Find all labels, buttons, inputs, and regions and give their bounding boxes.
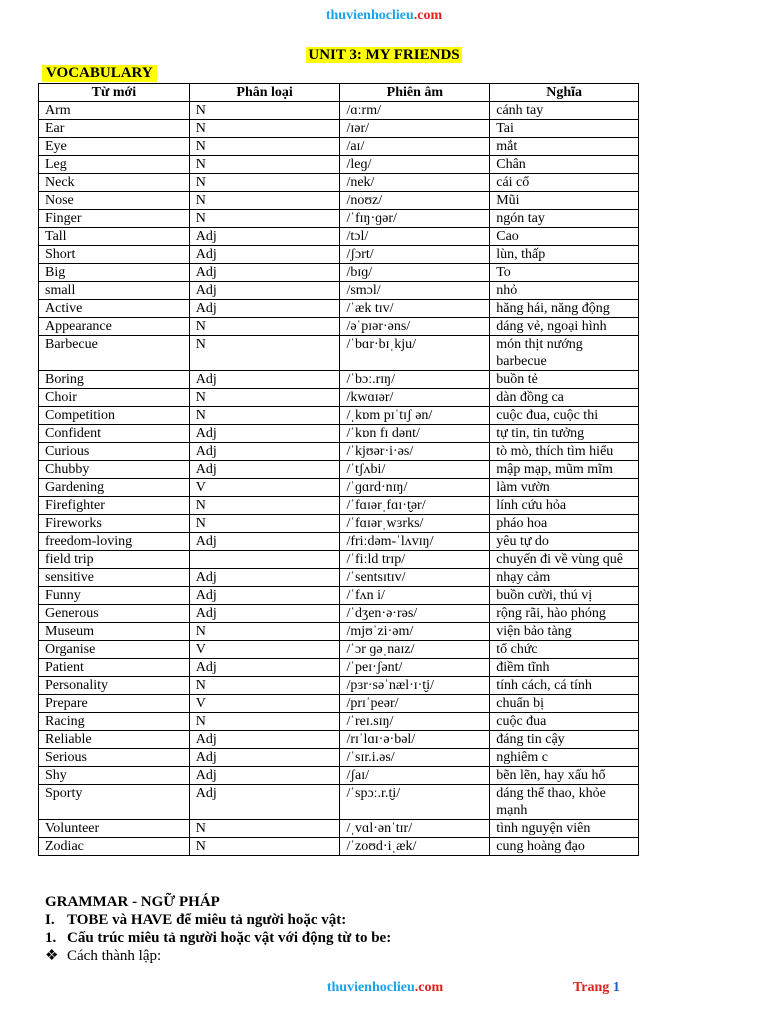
- cell-meaning: cái cổ: [490, 174, 639, 192]
- cell-pronunciation: /smɔl/: [340, 282, 490, 300]
- cell-pronunciation: /ɪər/: [340, 120, 490, 138]
- cell-meaning: pháo hoa: [490, 515, 639, 533]
- cell-pronunciation: /kwɑɪər/: [340, 389, 490, 407]
- table-row: [39, 713, 639, 731]
- cell-pronunciation: /ˈkjʊər·i·əs/: [340, 443, 490, 461]
- table-row: [39, 479, 639, 497]
- column-header: Từ mới: [39, 84, 190, 102]
- cell-word-class: N: [189, 336, 340, 371]
- cell-meaning: tình nguyện viên: [490, 820, 639, 838]
- site-tld: .com: [413, 8, 443, 23]
- cell-meaning: dáng thể thao, khỏe mạnh: [490, 785, 639, 820]
- cell-pronunciation: /ʃaɪ/: [340, 767, 490, 785]
- table-row: [39, 533, 639, 551]
- site-header: [0, 8, 768, 24]
- grammar-subitem-1-text: Cấu trúc miêu tả người hoặc vật với động từ to be:: [67, 930, 392, 946]
- cell-word-class: N: [189, 192, 340, 210]
- cell-meaning: hăng hái, năng động: [490, 300, 639, 318]
- page-number-value: 1: [612, 980, 620, 995]
- cell-word: Active: [39, 300, 190, 318]
- cell-word: freedom-loving: [39, 533, 190, 551]
- cell-word-class: N: [189, 713, 340, 731]
- cell-word: Fireworks: [39, 515, 190, 533]
- cell-pronunciation: /friːdəm-ˈlʌvɪŋ/: [340, 533, 490, 551]
- cell-pronunciation: /ʃɔrt/: [340, 246, 490, 264]
- cell-pronunciation: /nek/: [340, 174, 490, 192]
- cell-word: Shy: [39, 767, 190, 785]
- cell-word-class: Adj: [189, 264, 340, 282]
- cell-pronunciation: /ˈsentsɪtɪv/: [340, 569, 490, 587]
- cell-word: Prepare: [39, 695, 190, 713]
- table-row: [39, 282, 639, 300]
- cell-pronunciation: /ˈfʌn i/: [340, 587, 490, 605]
- grammar-subitem-1: [45, 929, 391, 947]
- cell-word: Museum: [39, 623, 190, 641]
- cell-pronunciation: /ˈspɔː.r.t̬i/: [340, 785, 490, 820]
- grammar-item-1-text: TOBE và HAVE để miêu tả người hoặc vật:: [67, 912, 347, 928]
- cell-pronunciation: /ˈpeɪ·ʃənt/: [340, 659, 490, 677]
- grammar-subitem-1-number: 1.: [45, 930, 57, 946]
- cell-meaning: Tai: [490, 120, 639, 138]
- table-row: [39, 138, 639, 156]
- cell-pronunciation: /ˌvɑl·ənˈtɪr/: [340, 820, 490, 838]
- cell-pronunciation: /ˈɔr ɡəˌnaɪz/: [340, 641, 490, 659]
- table-row: [39, 767, 639, 785]
- cell-word: Patient: [39, 659, 190, 677]
- table-row: [39, 300, 639, 318]
- cell-word: Appearance: [39, 318, 190, 336]
- cell-word: Leg: [39, 156, 190, 174]
- cell-meaning: Mũi: [490, 192, 639, 210]
- cell-word: Choir: [39, 389, 190, 407]
- cell-word-class: N: [189, 174, 340, 192]
- cell-meaning: chuyến đi về vùng quê: [490, 551, 639, 569]
- cell-word-class: N: [189, 318, 340, 336]
- cell-meaning: bẽn lẽn, hay xấu hổ: [490, 767, 639, 785]
- cell-meaning: Chân: [490, 156, 639, 174]
- table-row: [39, 264, 639, 282]
- column-header: Phân loại: [189, 84, 340, 102]
- unit-title: [0, 47, 768, 64]
- cell-word-class: N: [189, 677, 340, 695]
- cell-pronunciation: /ˈkɒn fɪ dənt/: [340, 425, 490, 443]
- cell-meaning: cuộc đua: [490, 713, 639, 731]
- cell-pronunciation: /ˈsɪr.i.əs/: [340, 749, 490, 767]
- table-row: [39, 120, 639, 138]
- table-row: [39, 641, 639, 659]
- table-row: [39, 336, 639, 371]
- cell-meaning: tính cách, cá tính: [490, 677, 639, 695]
- cell-meaning: nghiêm c: [490, 749, 639, 767]
- cell-word-class: V: [189, 695, 340, 713]
- cell-word: Serious: [39, 749, 190, 767]
- cell-word: Barbecue: [39, 336, 190, 371]
- cell-pronunciation: /ɑːrm/: [340, 102, 490, 120]
- cell-word-class: N: [189, 838, 340, 856]
- cell-pronunciation: /aɪ/: [340, 138, 490, 156]
- vocabulary-label: VOCABULARY: [42, 65, 157, 82]
- table-row: [39, 389, 639, 407]
- cell-word-class: V: [189, 479, 340, 497]
- cell-meaning: lùn, thấp: [490, 246, 639, 264]
- table-row: [39, 174, 639, 192]
- cell-pronunciation: /ˈfiːld trɪp/: [340, 551, 490, 569]
- cell-pronunciation: /əˈpɪər·əns/: [340, 318, 490, 336]
- cell-word: Arm: [39, 102, 190, 120]
- cell-pronunciation: /ˈbɔː.rɪŋ/: [340, 371, 490, 389]
- cell-word-class: Adj: [189, 228, 340, 246]
- table-row: [39, 785, 639, 820]
- footer-site-tld: .com: [414, 980, 444, 995]
- cell-meaning: Cao: [490, 228, 639, 246]
- table-row: [39, 102, 639, 120]
- cell-pronunciation: /mjʊˈzi·əm/: [340, 623, 490, 641]
- grammar-bullet: [45, 947, 391, 965]
- table-row: [39, 461, 639, 479]
- cell-word: Zodiac: [39, 838, 190, 856]
- cell-word: sensitive: [39, 569, 190, 587]
- cell-word: Gardening: [39, 479, 190, 497]
- table-row: [39, 587, 639, 605]
- table-row: [39, 407, 639, 425]
- cell-meaning: món thịt nướng barbecue: [490, 336, 639, 371]
- cell-meaning: làm vườn: [490, 479, 639, 497]
- cell-word-class: N: [189, 515, 340, 533]
- unit-title-text: UNIT 3: MY FRIENDS: [308, 47, 460, 63]
- cell-word: Boring: [39, 371, 190, 389]
- cell-word: Nose: [39, 192, 190, 210]
- table-row: [39, 677, 639, 695]
- cell-word: Competition: [39, 407, 190, 425]
- cell-pronunciation: /tɔl/: [340, 228, 490, 246]
- cell-meaning: buồn cười, thú vị: [490, 587, 639, 605]
- table-row: [39, 605, 639, 623]
- table-row: [39, 838, 639, 856]
- cell-meaning: cung hoàng đạo: [490, 838, 639, 856]
- site-footer: [0, 980, 768, 996]
- cell-word-class: Adj: [189, 767, 340, 785]
- cell-pronunciation: /leɡ/: [340, 156, 490, 174]
- cell-meaning: yêu tự do: [490, 533, 639, 551]
- cell-meaning: cánh tay: [490, 102, 639, 120]
- cell-word: Sporty: [39, 785, 190, 820]
- table-header-row: [39, 84, 639, 102]
- cell-meaning: viện bảo tàng: [490, 623, 639, 641]
- cell-word: Confident: [39, 425, 190, 443]
- table-row: [39, 820, 639, 838]
- cell-meaning: điềm tĩnh: [490, 659, 639, 677]
- cell-word-class: Adj: [189, 587, 340, 605]
- grammar-bullet-text: Cách thành lập:: [67, 948, 162, 964]
- cell-word: Volunteer: [39, 820, 190, 838]
- cell-word: Neck: [39, 174, 190, 192]
- table-row: [39, 443, 639, 461]
- cell-pronunciation: /pɜr·səˈnæl·ɪ·t̬i/: [340, 677, 490, 695]
- table-row: [39, 210, 639, 228]
- footer-site-name: thuvienhoclieu: [326, 980, 415, 995]
- cell-meaning: đáng tin cậy: [490, 731, 639, 749]
- cell-meaning: buồn tẻ: [490, 371, 639, 389]
- cell-meaning: chuẩn bị: [490, 695, 639, 713]
- cell-word: Organise: [39, 641, 190, 659]
- cell-word-class: [189, 551, 340, 569]
- cell-pronunciation: /ˈdʒen·ə·rəs/: [340, 605, 490, 623]
- cell-word-class: Adj: [189, 605, 340, 623]
- cell-word-class: N: [189, 820, 340, 838]
- grammar-section: [45, 893, 391, 965]
- table-row: [39, 497, 639, 515]
- cell-word-class: N: [189, 407, 340, 425]
- cell-pronunciation: /ˈfɑɪərˌfɑɪ·t̬ər/: [340, 497, 490, 515]
- cell-word-class: Adj: [189, 371, 340, 389]
- table-row: [39, 192, 639, 210]
- column-header: Nghĩa: [490, 84, 639, 102]
- cell-word: Curious: [39, 443, 190, 461]
- cell-pronunciation: /ˈzoʊd·iˌæk/: [340, 838, 490, 856]
- table-row: [39, 515, 639, 533]
- cell-word: Racing: [39, 713, 190, 731]
- table-row: [39, 371, 639, 389]
- cell-word: Firefighter: [39, 497, 190, 515]
- cell-word-class: N: [189, 210, 340, 228]
- grammar-title: GRAMMAR - NGỮ PHÁP: [45, 894, 220, 910]
- table-row: [39, 569, 639, 587]
- cell-word-class: N: [189, 120, 340, 138]
- table-row: [39, 749, 639, 767]
- table-row: [39, 623, 639, 641]
- cell-word: Big: [39, 264, 190, 282]
- cell-word: Tall: [39, 228, 190, 246]
- cell-word-class: Adj: [189, 749, 340, 767]
- table-row: [39, 228, 639, 246]
- site-name: thuvienhoclieu: [325, 8, 414, 23]
- cell-word-class: Adj: [189, 659, 340, 677]
- table-row: [39, 695, 639, 713]
- cell-pronunciation: /ˈfɪŋ·ɡər/: [340, 210, 490, 228]
- cell-word-class: Adj: [189, 300, 340, 318]
- cell-word-class: N: [189, 623, 340, 641]
- cell-word-class: N: [189, 497, 340, 515]
- cell-word-class: Adj: [189, 785, 340, 820]
- cell-word: Chubby: [39, 461, 190, 479]
- table-row: [39, 246, 639, 264]
- cell-word-class: Adj: [189, 246, 340, 264]
- cell-meaning: mập mạp, mũm mĩm: [490, 461, 639, 479]
- cell-word: Short: [39, 246, 190, 264]
- cell-word-class: N: [189, 156, 340, 174]
- cell-word-class: Adj: [189, 425, 340, 443]
- cell-meaning: dàn đồng ca: [490, 389, 639, 407]
- cell-word-class: Adj: [189, 282, 340, 300]
- cell-word-class: Adj: [189, 533, 340, 551]
- cell-pronunciation: /bɪɡ/: [340, 264, 490, 282]
- cell-word: Finger: [39, 210, 190, 228]
- cell-pronunciation: /ˈbɑr·bɪˌkju/: [340, 336, 490, 371]
- page-label: Trang: [573, 980, 610, 995]
- cell-meaning: tổ chức: [490, 641, 639, 659]
- cell-meaning: ngón tay: [490, 210, 639, 228]
- cell-meaning: mắt: [490, 138, 639, 156]
- cell-meaning: rộng rãi, hào phóng: [490, 605, 639, 623]
- table-row: [39, 551, 639, 569]
- cell-meaning: nhỏ: [490, 282, 639, 300]
- cell-word-class: Adj: [189, 569, 340, 587]
- cell-word: Funny: [39, 587, 190, 605]
- cell-meaning: tự tin, tin tưởng: [490, 425, 639, 443]
- cell-word: field trip: [39, 551, 190, 569]
- cell-word-class: V: [189, 641, 340, 659]
- table-row: [39, 318, 639, 336]
- cell-pronunciation: /ˈtʃʌbi/: [340, 461, 490, 479]
- table-row: [39, 731, 639, 749]
- cell-meaning: lính cứu hỏa: [490, 497, 639, 515]
- cell-pronunciation: /rɪˈlɑɪ·ə·bəl/: [340, 731, 490, 749]
- table-row: [39, 425, 639, 443]
- cell-word-class: N: [189, 138, 340, 156]
- cell-word: Ear: [39, 120, 190, 138]
- cell-word: Reliable: [39, 731, 190, 749]
- cell-pronunciation: /ˈæk tɪv/: [340, 300, 490, 318]
- cell-word-class: Adj: [189, 443, 340, 461]
- cell-word: Generous: [39, 605, 190, 623]
- cell-meaning: tò mò, thích tìm hiểu: [490, 443, 639, 461]
- cell-pronunciation: /ˌkɒm pɪˈtɪʃ ən/: [340, 407, 490, 425]
- cell-pronunciation: /ˈreɪ.sɪŋ/: [340, 713, 490, 731]
- cell-word-class: Adj: [189, 461, 340, 479]
- cell-word: small: [39, 282, 190, 300]
- table-row: [39, 156, 639, 174]
- cell-word: Personality: [39, 677, 190, 695]
- cell-pronunciation: /prɪˈpeər/: [340, 695, 490, 713]
- cell-word-class: Adj: [189, 731, 340, 749]
- diamond-bullet-icon: ❖: [45, 948, 59, 964]
- vocabulary-table: [38, 83, 639, 856]
- cell-word-class: N: [189, 389, 340, 407]
- vocabulary-table-body: [39, 102, 639, 856]
- cell-word: Eye: [39, 138, 190, 156]
- column-header: Phiên âm: [340, 84, 490, 102]
- cell-meaning: cuộc đua, cuộc thi: [490, 407, 639, 425]
- cell-word-class: N: [189, 102, 340, 120]
- cell-meaning: nhạy cảm: [490, 569, 639, 587]
- table-row: [39, 659, 639, 677]
- page-number: [573, 980, 620, 996]
- grammar-item-1-number: I.: [45, 912, 55, 928]
- cell-pronunciation: /noʊz/: [340, 192, 490, 210]
- cell-meaning: To: [490, 264, 639, 282]
- grammar-item-1: [45, 911, 391, 929]
- cell-pronunciation: /ˈɡɑrd·nɪŋ/: [340, 479, 490, 497]
- cell-meaning: dáng vẻ, ngoại hình: [490, 318, 639, 336]
- cell-pronunciation: /ˈfɑɪərˌwɜrks/: [340, 515, 490, 533]
